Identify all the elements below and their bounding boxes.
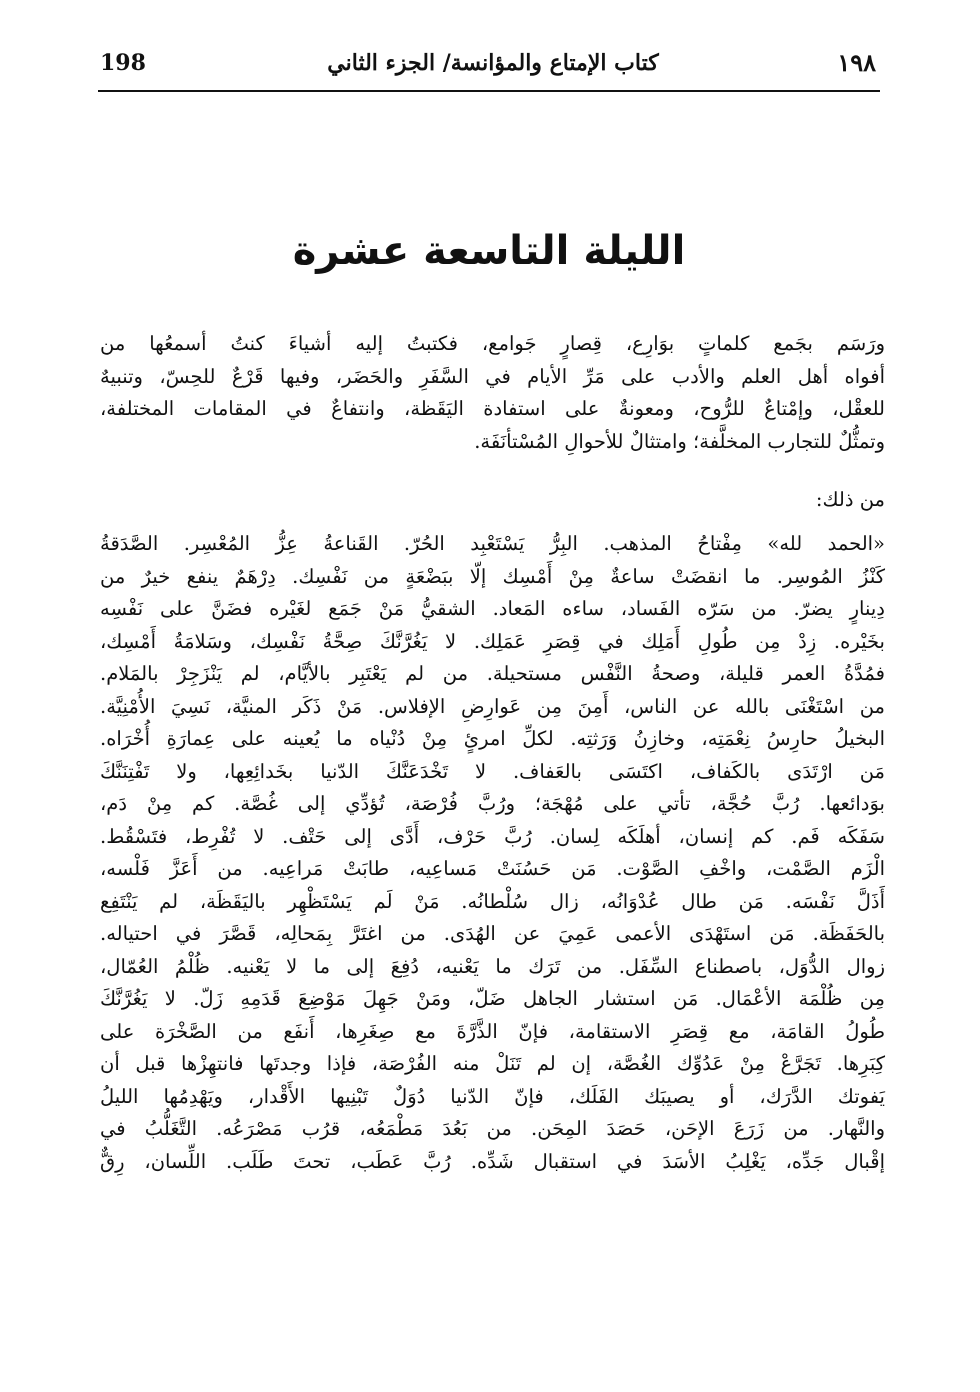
- text-line: طُولُ القامَة، مع قِصَرِ الاستقامة، فإنّ الذَّرَّةَ مع صِغَرِها، أَنفَع من الصَّخْرَة على: [100, 1019, 885, 1043]
- text-line: أفواه أهل العلم والأدب على مَرِّ الأيام في السَّفَرِ والحَضَر، وفيها قَرْعٌ للحِسّ، وتنبيهٌ: [100, 364, 885, 388]
- text-line: كِبَرِها. تَجَرَّعْ مِنْ عَدُوِّك الغُصَّة، إن لم تَنَلْ منه الفُرْصَة، فإذا وجدتَها فانتهِزْها قبل أن: [100, 1052, 885, 1075]
- text-line: للعقْل، وإمْتاعٌ للرُّوح، ومعونةٌ على استفادة اليَقَظة، وانتفاعٌ في المقامات المختلفة،: [100, 397, 885, 420]
- text-line: ورَسَم بجَمع كلماتٍ بوَارِع، قِصارٍ جَوامع، فكتبتُ إليه أشياءَ كنتُ أسمعُها من: [100, 332, 885, 355]
- text-line: بالحَفَظَة. مَن استَهْدَى الأعمى عَمِيَ عن الهُدَى. من اغتَرَّ بِمَحالِه، قَصَّرَ في احتياله.: [100, 922, 885, 945]
- text-line: البخيلُ حارِسُ نِعْمَتِه، وخازِنُ وَرَثتِه. لكلِّ امرئٍ مِنْ دُنْياه ما يُعينه على عِمارَةِ أُخْرَاه.: [100, 727, 885, 750]
- text-line: زوال الدُّوَل، باصطناع السِّفَل. من تَرَك ما يَعْنيه، دُفِعَ إلى ما لا يَعْنيه. ظُلْمُ العُمّال،: [100, 954, 885, 978]
- text-line: أَذَلَّ نَفْسَه. مَن طال عُدْوَانُه، زال سُلْطانُه. مَنْ لَم يَسْتَظْهِر باليَقَظَة، لم يَنْتَفِع: [100, 889, 885, 913]
- page-number-latin: 198: [100, 50, 146, 76]
- running-title: كتاب الإمتاع والمؤانسة/ الجزء الثاني: [327, 50, 659, 76]
- intro-paragraph: [100, 328, 885, 458]
- text-line: وتمثُّلٌ للتجارب المخلَّفة؛ وامتثالٌ للأحوالِ المُسْتأنَفَة.: [474, 429, 885, 453]
- text-line: يَفوتك الدَّرَك، أو يصيبَك الفَلَك، فإنّ الدّنيا دُوَلٌ تَبْنِيها الأَقْدار، ويَهْدِمُها الليلُ: [100, 1084, 885, 1108]
- text-line: مَن ارْتَدَى بالكَفاف، اكتَسَى بالعَفاف. لا تَخْدَعَنَّكَ الدّنيا بخَدائِعِها، ولا تَفْتِنَنَّكَ: [100, 759, 885, 783]
- text-line: فمُدَّةُ العمر قليلة، وصحةُ النَّفْس مستحيلة. من لم يَعْتَبِر بالأيَّام، لم يَنْزَجِرْ بالمَلام.: [100, 662, 885, 685]
- text-line: بوَدائعها. رُبَّ حُجَّة، تأتي على مُهْجَة؛ ورُبَّ فُرْصَة، تُؤدِّي إلى غُصَّة. كم مِنْ دَم،: [100, 792, 885, 815]
- chapter-title: الليلة التاسعة عشرة: [292, 228, 686, 274]
- page-number-arabic: ١٩٨: [837, 48, 876, 77]
- text-line: سَفَكَه فَم. كم إنسان، أهلَكَه لِسان. رُبَّ حَرْف، أَدَّى إلى حَتْف. لا تُفْرِط، فتَسْقُط.: [100, 824, 885, 848]
- text-line: مِن ظُلْمَة الأعْمَال. مَن استشار الجاهل ضَلّ، ومَنْ جَهِلَ مَوْضِعَ قَدَمِهِ زَلّ. لا يَغُرَّنَّكَ: [100, 987, 885, 1010]
- text-line: من ذلك:: [815, 488, 885, 511]
- sayings-paragraph: [100, 528, 885, 1178]
- text-line: دِينارٍ يضرّ. من سَرّه الفَساد، ساءه المَعاد. الشقيُّ مَنْ جَمَع لغَيْره فضَنَّ على نَفْسِه: [100, 597, 885, 620]
- text-line: بخَيْره. زِدْ مِن طُولِ أَمَلِك في قِصَرِ عَمَلِك. لا يَغُرَّنَّكَ صِحَّةُ نَفْسِك، وسَلامَةُ أَمْسِك،: [100, 629, 885, 653]
- text-line: «الحمد لله» مِفْتاحُ المذهب. البِرُّ يَسْتَعْبِد الحُرّ. القَناعةُ عِزُّ المُعْسِر. الصَّدَقةُ: [100, 532, 885, 555]
- text-line: كَنْزُ المُوسِر. ما انقضَتْ ساعةٌ مِنْ أَمْسِك إلّا ببَضْعَةٍ من نَفْسِك. دِرْهَمٌ ينفع خيرٌ من: [100, 564, 885, 588]
- text-line: الْزَم الصَّمْت، واخْفِ الصَّوْت. مَن حَسُنَتْ مَساعِيه، طابَتْ مَراعِيه. من أَعَزَّ فَلْسه،: [100, 857, 885, 880]
- text-line: والنَّهار. من زَرَعَ الإحَن، حَصَدَ المِحَن. من بَعُدَ مَطْمَعُه، قرُب مَصْرَعُه. التَّغَلُّبُ في: [100, 1117, 885, 1140]
- running-header: [98, 46, 878, 88]
- text-line: من اسْتَغْنَى بالله عن الناس، أَمِنَ مِن عَوارِضِ الإفلاس. مَنْ ذَكَر المنيَّة، نَسِيَ الأُمْنِيَّة.: [100, 694, 885, 718]
- lead-in: [100, 484, 885, 517]
- header-rule: [98, 90, 880, 92]
- text-line: إقْبال جَدِّه، يَغْلِبُ الأسَدَ في استقبال شَدِّه. رُبَّ عَطَب، تحتَ طَلَب. اللِّسان، رِقٌّ: [100, 1149, 885, 1173]
